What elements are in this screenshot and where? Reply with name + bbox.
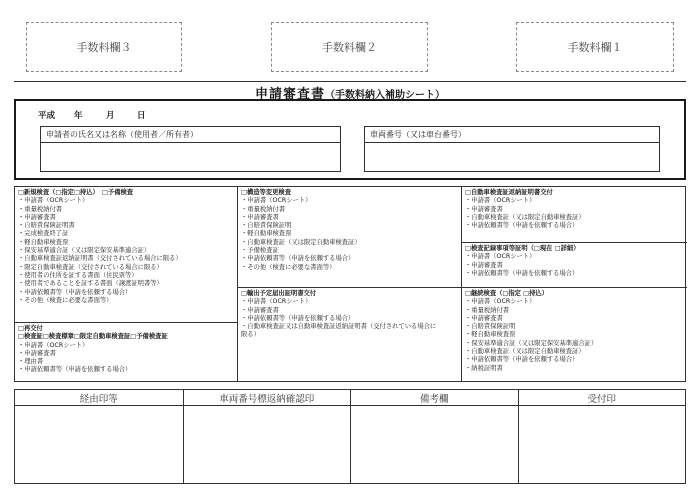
list-item: ・自賠責保険証明 xyxy=(465,323,516,331)
applicant-name-field[interactable] xyxy=(40,126,341,172)
list-item: ・申請依頼書等（申請を依頼する場合） xyxy=(465,356,579,364)
remarks-cell[interactable] xyxy=(350,390,518,483)
office-use-table xyxy=(14,389,686,484)
list-item: ・申請審査書 xyxy=(465,314,503,322)
list-item: ・その他（検査に必要な書面等） xyxy=(18,296,113,304)
list-item: ・申請審査書 xyxy=(241,213,279,221)
list-item: ・重量税納付書 xyxy=(465,306,510,314)
section-heading[interactable]: □継続検査（□指定 □持込） xyxy=(465,290,549,297)
list-item: ・申請審査書 xyxy=(465,261,503,269)
vehicle-number-field[interactable] xyxy=(364,126,660,172)
section-continuous-inspection xyxy=(462,287,687,375)
checklist-column-2 xyxy=(237,187,461,381)
section-heading[interactable]: □新規検査（□指定□持込） □予備検査 xyxy=(18,189,134,196)
list-item: ・軽自動車検査票 xyxy=(18,238,69,246)
list-item: ・申請依頼書等（申請を依頼する場合） xyxy=(18,288,132,296)
list-item: ・限定自動車検査証（交付されている場合に限る） xyxy=(18,263,163,271)
date-month: 月 xyxy=(106,111,115,121)
list-item: ・自動車検査証（又は限定自動車検査証） xyxy=(241,238,361,246)
plate-return-stamp-cell[interactable] xyxy=(183,390,351,483)
section-return-certificate xyxy=(462,187,687,232)
fee-stamp-box-1 xyxy=(516,22,674,72)
title-main: 申請審査書 xyxy=(254,87,325,102)
section-heading[interactable]: □輸出予定届出証明書交付 xyxy=(241,290,317,297)
table-header: 車両番号標返納確認印 xyxy=(184,390,351,406)
applicant-name-label: 申請者の氏名又は名称（使用者／所有者） xyxy=(41,127,340,143)
list-item: ・申請書（OCRシート） xyxy=(241,197,312,205)
list-item: ・軽自動車検査票 xyxy=(465,331,516,339)
fee-stamp-box-2 xyxy=(271,22,428,72)
applicant-section xyxy=(14,99,686,180)
section-heading[interactable]: □検査記録事項等証明（□現在 □詳細） xyxy=(465,245,580,252)
list-item: ・自動車検査証（又は限定自動車検査証） xyxy=(465,348,585,356)
list-item: ・申請書（OCRシート） xyxy=(465,197,536,205)
list-item: ・申請審査書 xyxy=(18,213,56,221)
list-item: ・使用者であることを証する書面（譲渡証明書等） xyxy=(18,280,163,288)
relay-stamp-cell[interactable] xyxy=(15,390,183,483)
fee-stamp-box-3 xyxy=(26,22,182,72)
list-item: ・納税証明書 xyxy=(465,364,503,372)
list-item: ・自動車検査証（又は限定自動車検査証） xyxy=(465,213,585,221)
list-item: ・重量税納付書 xyxy=(18,205,63,213)
section-record-certificate xyxy=(462,242,687,280)
date-line xyxy=(38,109,146,121)
list-item: ・申請依頼書等（申請を依頼する場合） xyxy=(241,255,355,263)
table-header: 受付印 xyxy=(519,390,686,406)
section-heading[interactable]: □自動車検査証返納証明書交付 xyxy=(465,189,553,196)
reception-stamp-cell[interactable] xyxy=(518,390,686,483)
date-day: 日 xyxy=(137,111,146,121)
section-modification xyxy=(238,187,461,274)
list-item: ・理由書 xyxy=(18,358,44,366)
table-header: 経由印等 xyxy=(15,390,183,406)
list-item: ・申請依頼書等（申請を依頼する場合） xyxy=(465,269,579,277)
list-item: ・自動車検査証返納証明書（交付されている場合に限る） xyxy=(18,255,182,263)
fee-stamp-label: 手数料欄３ xyxy=(76,41,132,54)
list-item: ・自賠責保険証明 xyxy=(241,222,292,230)
list-item: ・申請審査書 xyxy=(465,205,503,213)
list-item: ・申請書（OCRシート） xyxy=(241,298,312,306)
vehicle-number-label: 車両番号（又は車台番号） xyxy=(365,127,659,143)
list-item: ・申請書（OCRシート） xyxy=(465,253,536,261)
checklist-column-1 xyxy=(15,187,237,381)
list-item: ・申請審査書 xyxy=(18,349,56,357)
list-item: ・使用者の住所を証する書面（住民票等） xyxy=(18,271,138,279)
fee-stamp-label: 手数料欄１ xyxy=(567,41,623,54)
table-header: 備考欄 xyxy=(351,390,518,406)
date-year: 年 xyxy=(74,111,83,121)
list-item: ・申請書（OCRシート） xyxy=(465,298,536,306)
list-item: ・申請書（OCRシート） xyxy=(18,197,89,205)
list-item: ・自賠責保険証明書 xyxy=(18,222,75,230)
list-item: ・予備検査証 xyxy=(241,247,279,255)
title-sub: （手数料納入補助シート） xyxy=(325,90,445,101)
list-item: ・自動車検査証又は自動車検査証返納証明書（交付されている場合に xyxy=(241,323,437,331)
checklist-column-3 xyxy=(461,187,687,381)
section-heading[interactable]: □再交付 xyxy=(18,325,43,332)
top-divider xyxy=(14,81,686,82)
section-subheading[interactable]: □検査証□検査標章□限定自動車検査証□予備検査証 xyxy=(18,333,168,341)
list-item: ・申請依頼書等（申請を依頼する場合） xyxy=(18,366,132,374)
list-item: ・軽自動車検査票 xyxy=(241,230,292,238)
list-item: ・申請依頼書等（申請を依頼する場合） xyxy=(465,222,579,230)
fee-stamp-label: 手数料欄２ xyxy=(322,41,377,54)
list-item: ・申請審査書 xyxy=(241,306,279,314)
list-item: 限る） xyxy=(241,331,260,339)
section-new-registration xyxy=(15,187,237,307)
document-checklist xyxy=(14,186,686,382)
section-export xyxy=(238,287,461,342)
section-heading[interactable]: □構造等変更検査 xyxy=(241,189,292,196)
list-item: ・完成検査終了証 xyxy=(18,230,69,238)
list-item: ・申請依頼書等（申請を依頼する場合） xyxy=(241,314,355,322)
date-era: 平成 xyxy=(38,111,56,121)
list-item: ・保安基準適合証（又は限定保安基準適合証） xyxy=(465,339,598,347)
list-item: ・保安基準適合証（又は限定保安基準適合証） xyxy=(18,247,151,255)
list-item: ・申請書（OCRシート） xyxy=(18,341,89,349)
section-reissue xyxy=(15,322,237,377)
list-item: ・重量税納付書 xyxy=(241,205,286,213)
list-item: ・その他（検査に必要な書面等） xyxy=(241,263,336,271)
